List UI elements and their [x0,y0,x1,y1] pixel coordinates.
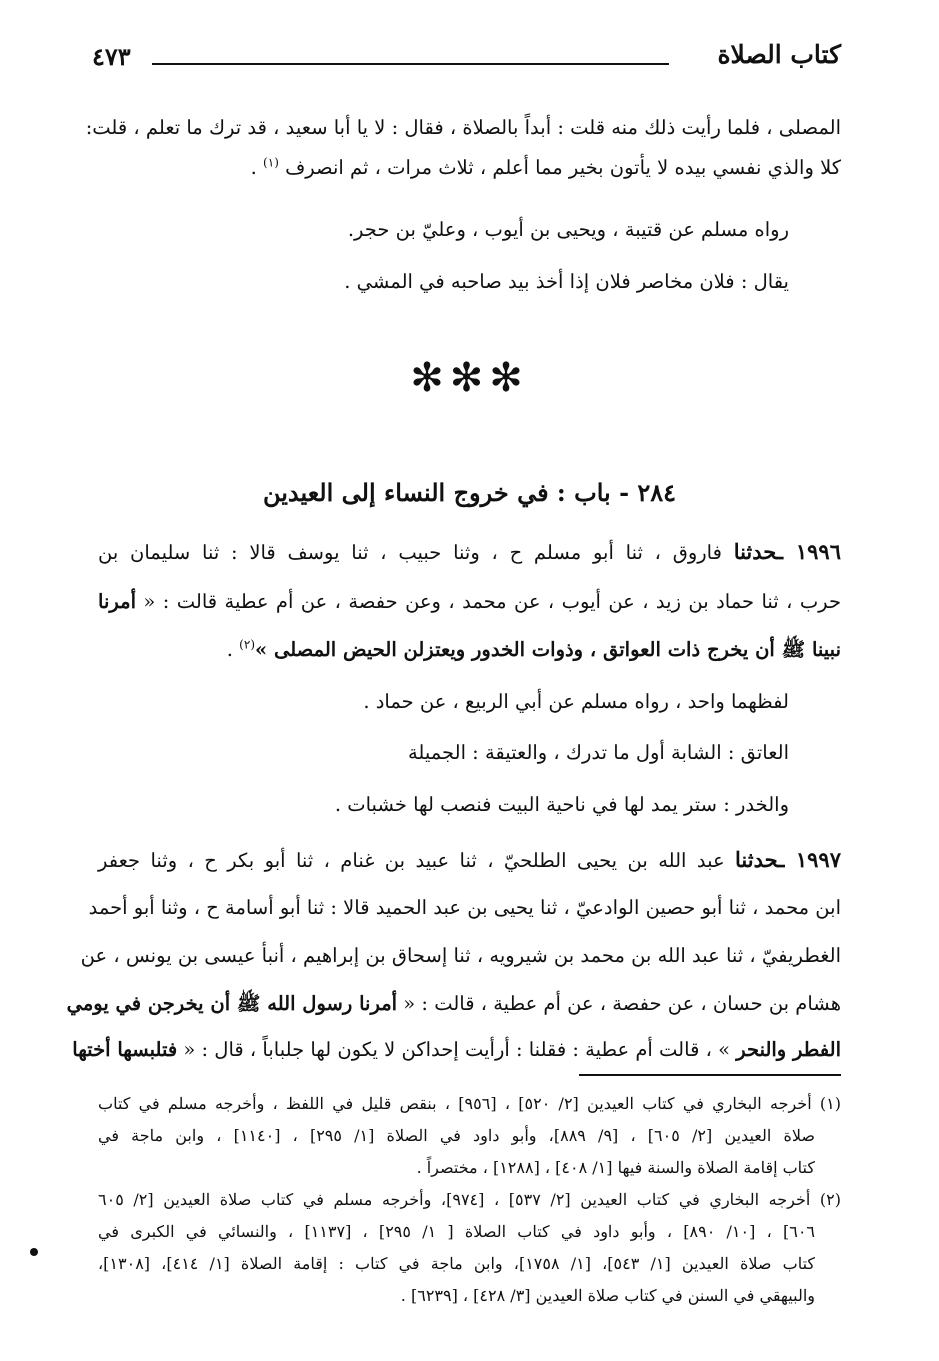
body-text: حرب ، ثنا حماد بن زيد ، عن أيوب ، عن محمد ، وعن حفصة ، عن أم عطية قالت : « [136,590,841,613]
footnote-line: والبيهقي في السنن في كتاب صلاة العيدين [٣/ ٤٢٨] ، [٦٢٣٩] . [400,1286,815,1305]
body-line [98,630,841,670]
hadith-text: أمرنا رسول الله ﷺ أن يخرجن في يومي [66,992,398,1015]
hadith-number: ١٩٩٦ ـحدثنا [733,539,841,564]
body-text: . [250,156,264,179]
header-rule [152,63,669,65]
footnote-marker: (٢) [239,637,255,652]
body-line: الغطريفيّ ، ثنا عبد الله بن محمد بن شيرويه ، ثنا إسحاق بن إبراهيم ، أنبأ عيسى بن يونس ، عن [80,944,841,967]
body-text: فاروق ، ثنا أبو مسلم ح ، وثنا حبيب ، ثنا يوسف قالا : ثنا سليمان بن [98,541,734,564]
body-line [98,148,841,188]
footnote-line: ٦٠٦] ، [١٠/ ٨٩٠] ، وأبو داود في كتاب الصلاة [ ١/ ٢٩٥] ، [١١٣٧] ، والنسائي في الكبرى في [98,1222,815,1241]
chapter-title: ٢٨٤ - باب : في خروج النساء إلى العيدين [262,478,677,507]
body-text: كلا والذي نفسي بيده لا يأتون بخير مما أعلم ، ثلاث مرات ، ثم انصرف [285,156,841,179]
body-line [98,532,841,573]
note-line: والخدر : ستر يمد لها في ناحية البيت فنصب لها خشبات . [334,793,789,816]
body-text: عبد الله بن يحيى الطلحيّ ، ثنا عبيد بن غنام ، ثنا أبو بكر ح ، وثنا جعفر [98,849,736,872]
footnote-line: (١) أخرجه البخاري في كتاب العيدين [٢/ ٥٢٠] ، [٩٥٦] ، بنقص قليل في اللفظ ، وأخرجه مسلم في كتاب [98,1094,841,1113]
hadith-text: فتلبسها أختها [72,1038,178,1061]
body-text: هشام بن حسان ، عن حفصة ، عن أم عطية ، قالت : « [397,992,841,1015]
body-text: » ، قالت أم عطية : فقلنا : أرأيت إحداكن لا يكون لها جلباباً ، قال : « [177,1038,737,1061]
body-line: المصلى ، فلما رأيت ذلك منه قلت : أبداً بالصلاة ، فقال : لا يا أبا سعيد ، قد ترك ما تعلم ، قلت: [85,116,841,139]
gloss-line: يقال : فلان مخاصر فلان إذا أخذ بيد صاحبه في المشي . [344,270,789,293]
note-line: العاتق : الشابة أول ما تدرك ، والعتيقة : الجميلة [407,741,789,764]
footnote-line: (٢) أخرجه البخاري في كتاب العيدين [٢/ ٥٣٧] ، [٩٧٤]، وأخرجه مسلم في كتاب صلاة العيدين [٢/ ٦٠٥ [98,1190,841,1209]
body-line [72,1030,841,1070]
body-line [98,840,841,881]
scan-speck [30,1248,38,1256]
note-line: لفظهما واحد ، رواه مسلم عن أبي الربيع ، عن حماد . [363,690,789,713]
footnote-line: صلاة العيدين [٢/ ٦٠٥] ، [٩/ ٨٨٩]، وأبو داود في الصلاة [١/ ٢٩٥] ، [١١٤٠] ، وابن ماجة في [98,1126,816,1145]
body-line [98,582,841,622]
body-text: . [226,638,240,661]
page-number: ٤٧٣ [92,42,131,71]
running-title: كتاب الصلاة [717,40,841,69]
footnote-line: كتاب إقامة الصلاة والسنة فيها [١/ ٤٠٨] ، [١٢٨٨] ، مختصراً . [416,1158,815,1177]
hadith-text: الفطر والنحر [736,1038,841,1061]
hadith-text: نبينا ﷺ أن يخرج ذات العواتق ، وذوات الخدور ويعتزلن الحيض المصلى » [255,638,841,661]
hadith-text: أمرنا [98,590,136,613]
footnote-line: كتاب صلاة العيدين [١/ ٥٤٣]، [١/ ١٧٥٨]، وابن ماجة في كتاب : إقامة الصلاة [١/ ٤١٤]، [١٣٠٨]، [98,1254,816,1273]
section-separator: ✻✻✻ [410,355,529,401]
hadith-number: ١٩٩٧ ـحدثنا [735,847,841,872]
narration-line: رواه مسلم عن قتيبة ، ويحيى بن أيوب ، وعليّ بن حجر. [347,218,789,241]
body-line: ابن محمد ، ثنا أبو حصين الوادعيّ ، ثنا يحيى بن عبد الحميد قالا : ثنا أبو أسامة ح ، وثنا أبو أحمد [88,896,841,919]
body-line [66,984,841,1024]
footnote-marker: (١) [263,155,279,170]
footnote-rule [579,1074,841,1076]
